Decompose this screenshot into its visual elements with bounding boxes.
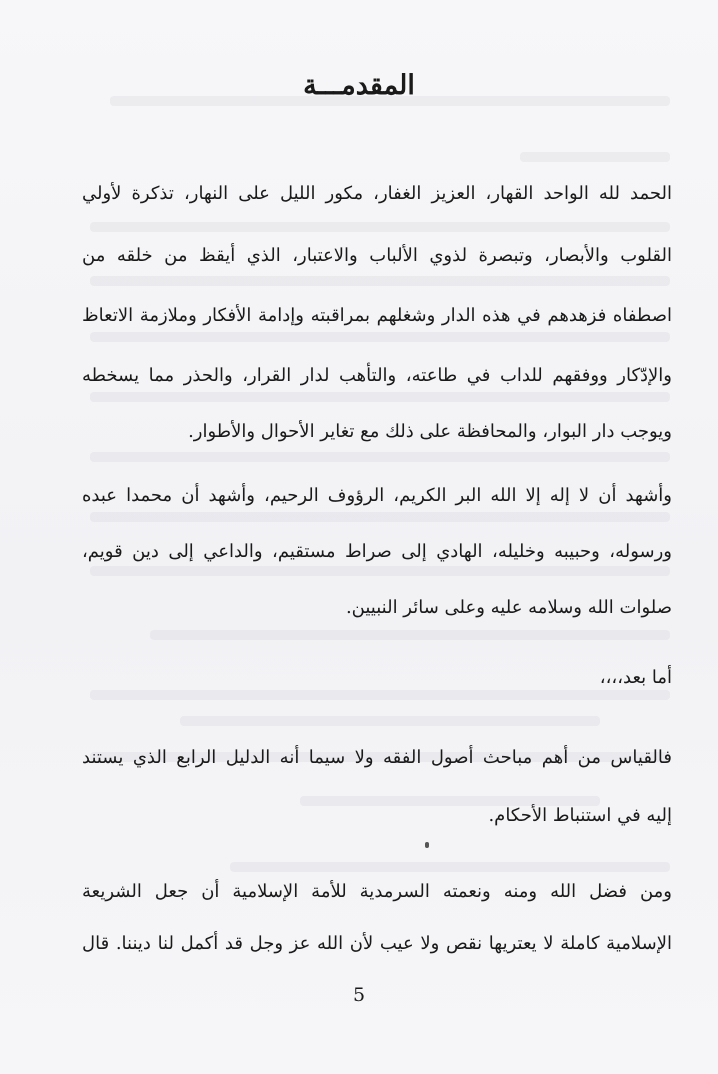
text-line: الحمد لله الواحد القهار، العزيز الغفار، مكور الليل على النهار، تذكرة لأولي [82, 183, 672, 204]
text-line: ويوجب دار البوار، والمحافظة على ذلك مع تغاير الأحوال والأطوار. [188, 421, 672, 442]
bleed-through-line [90, 332, 670, 342]
text-line: ورسوله، وحبيبه وخليله، الهادي إلى صراط مستقيم، والداعي إلى دين قويم، [82, 541, 672, 562]
text-line: ومن فضل الله ومنه ونعمته السرمدية للأمة الإسلامية أن جعل الشريعة [82, 881, 672, 902]
bleed-through-line [90, 512, 670, 522]
page-title: المقدمـــة [0, 70, 718, 105]
bleed-through-line [180, 716, 600, 726]
text-line: أما بعد،،،، [599, 667, 672, 688]
bleed-through-line [90, 276, 670, 286]
text-line: فالقياس من أهم مباحث أصول الفقه ولا سيما أنه الدليل الرابع الذي يستند [82, 747, 672, 768]
ink-speck [425, 842, 429, 848]
bleed-through-line [90, 452, 670, 462]
text-line: صلوات الله وسلامه عليه وعلى سائر النبيين. [345, 597, 672, 618]
bleed-through-line [90, 222, 670, 232]
bleed-through-line [150, 630, 670, 640]
bleed-through-line [90, 392, 670, 402]
text-line: الإسلامية كاملة لا يعتريها نقص ولا عيب لأن الله عز وجل قد أكمل لنا ديننا. قال [82, 933, 672, 954]
text-line: وأشهد أن لا إله إلا الله البر الكريم، الرؤوف الرحيم، وأشهد أن محمدا عبده [82, 485, 672, 506]
text-line: إليه في استنباط الأحكام. [488, 805, 672, 826]
bleed-through-line [520, 152, 670, 162]
text-line: والإدّكار ووفقهم للداب في طاعته، والتأهب لدار القرار، والحذر مما يسخطه [82, 365, 672, 386]
page-number: 5 [352, 984, 366, 1006]
bleed-through-line [230, 862, 670, 872]
text-line: اصطفاه فزهدهم في هذه الدار وشغلهم بمراقبته وإدامة الأفكار وملازمة الاتعاظ [82, 305, 672, 326]
text-line: القلوب والأبصار، وتبصرة لذوي الألباب والاعتبار، الذي أيقظ من خلقه من [82, 245, 672, 266]
bleed-through-line [90, 566, 670, 576]
